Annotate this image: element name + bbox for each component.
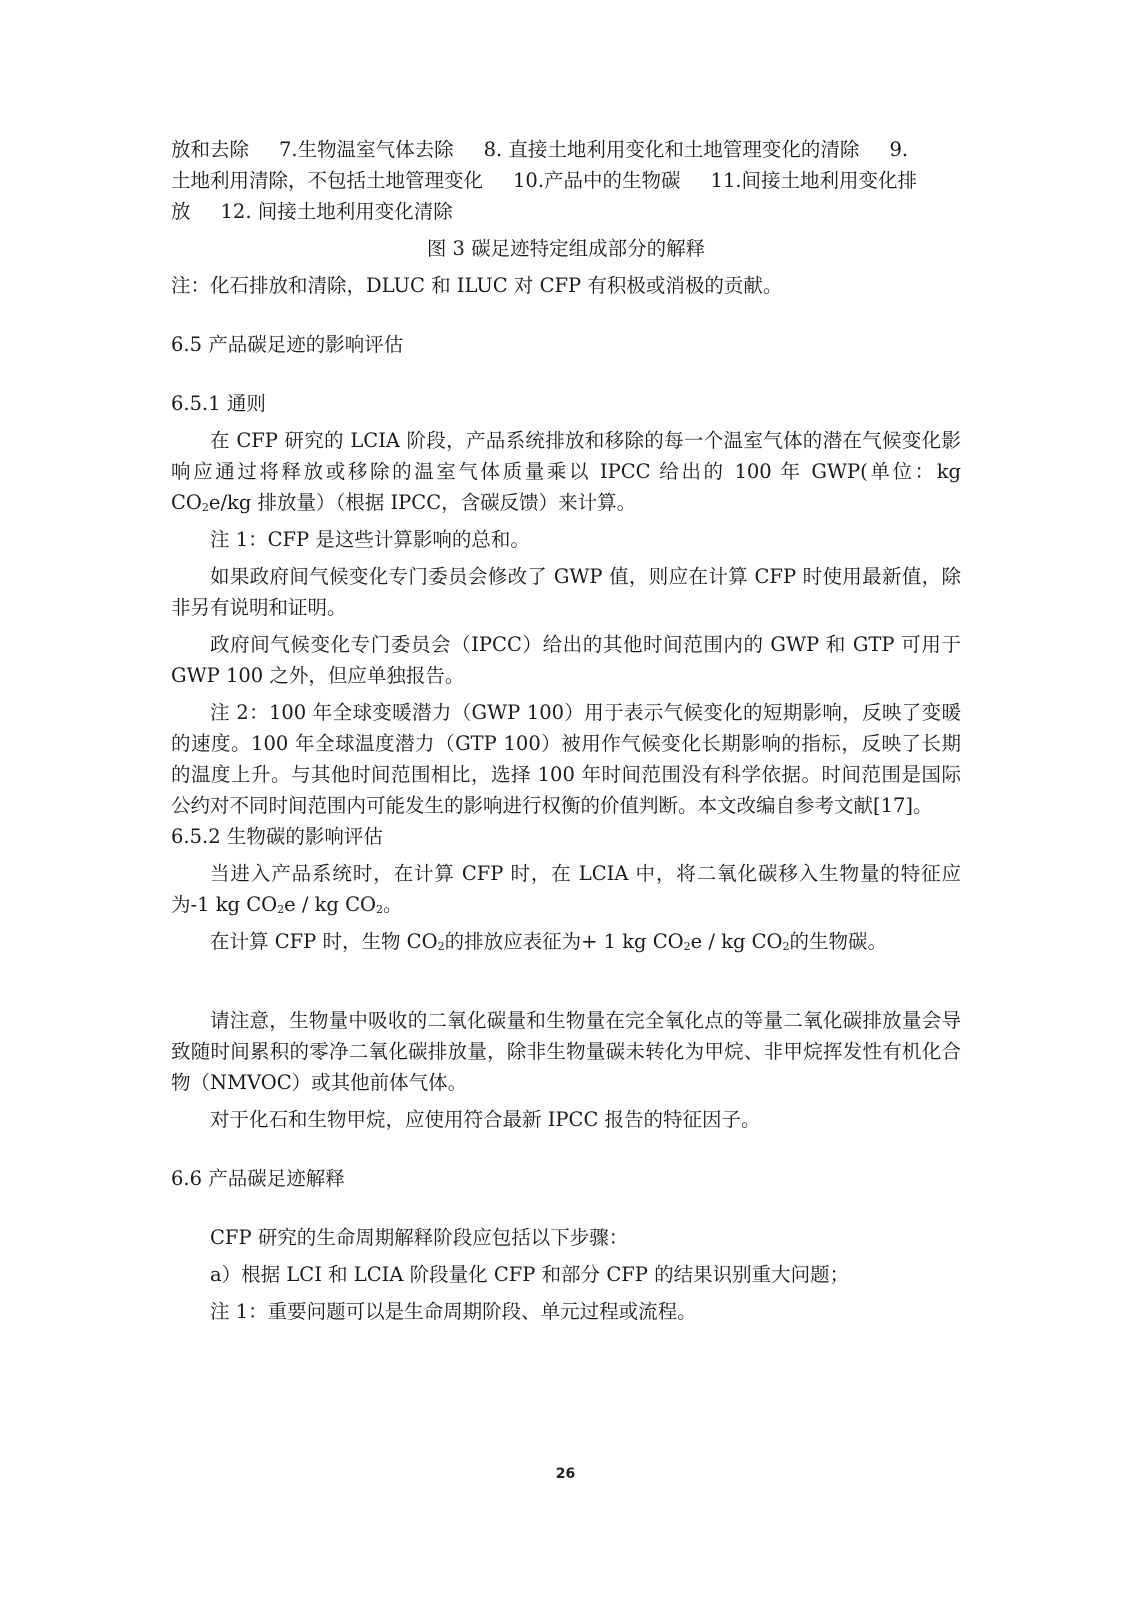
legend-item-12: 12. 间接土地利用变化清除 (220, 200, 453, 223)
section-6-6-heading: 6.6 产品碳足迹解释 (171, 1167, 345, 1190)
paragraph-methane: 对于化石和生物甲烷，应使用符合最新 IPCC 报告的特征因子。 (210, 1108, 761, 1131)
note-1: 注 1：CFP 是这些计算影响的总和。 (210, 528, 530, 551)
legend-item-9: 土地利用清除，不包括土地管理变化 (171, 169, 484, 192)
note-1-significant-issues: 注 1：重要问题可以是生命周期阶段、单元过程或流程。 (210, 1300, 697, 1323)
section-6-5-heading: 6.5 产品碳足迹的影响评估 (171, 333, 404, 356)
legend-item-11-end: 放 (171, 200, 191, 223)
legend-item-11: 11.间接土地利用变化排 (710, 169, 918, 192)
paragraph-interpretation-steps: CFP 研究的生命周期解释阶段应包括以下步骤： (210, 1226, 629, 1249)
figure-caption: 图 3 碳足迹特定组成部分的解释 (426, 237, 706, 260)
paragraph-net-zero: 请注意，生物量中吸收的二氧化碳量和生物量在完全氧化点的等量二氧化碳排放量会导致随时间累积的零净二氧化碳排放量，除非生物量碳未转化为甲烷、非甲烷挥发性有机化合物（NMVOC）或其他前体气体。 (171, 1009, 961, 1094)
paragraph-gwp-update: 如果政府间气候变化专门委员会修改了 GWP 值，则应在计算 CFP 时使用最新值，除非另有说明和证明。 (171, 565, 961, 619)
page-number: 26 (555, 1466, 576, 1482)
paragraph-gwp-gtp: 政府间气候变化专门委员会（IPCC）给出的其他时间范围内的 GWP 和 GTP 可用于 GWP 100 之外，但应单独报告。 (171, 633, 961, 687)
list-item-a: a）根据 LCI 和 LCIA 阶段量化 CFP 和部分 CFP 的结果识别重大问题； (210, 1263, 850, 1286)
paragraph-biogenic-removal: 当进入产品系统时，在计算 CFP 时，在 LCIA 中，将二氧化碳移入生物量的特征应为-1 kg $CO_2e$ / kg $CO_2$。 (171, 862, 961, 916)
paragraph-biogenic-emission: 在计算 CFP 时，生物 $CO_2$的排放应表征为+ 1 kg $CO_2e$ / kg $CO_2$的生物碳。 (210, 930, 888, 953)
legend-item-9-number: 9. (889, 138, 909, 161)
figure-note: 注：化石排放和清除，DLUC 和 ILUC 对 CFP 有积极或消极的贡献。 (171, 274, 783, 297)
paragraph-lcia-gwp: 在 CFP 研究的 LCIA 阶段，产品系统排放和移除的每一个温室气体的潜在气候变化影响应通过将释放或移除的温室气体质量乘以 IPCC 给出的 100 年 GWP(单位：kg $CO_2e/kg$ 排放量）（根据 IPCC，含碳反馈）来计算。 (171, 429, 961, 514)
legend-text: 放和去除 (171, 138, 250, 161)
figure-legend (171, 134, 961, 227)
legend-item-7: 7.生物温室气体去除 (279, 138, 454, 161)
legend-item-10: 10.产品中的生物碳 (513, 169, 681, 192)
legend-item-8: 8. 直接土地利用变化和土地管理变化的清除 (483, 138, 860, 161)
note-2: 注 2：100 年全球变暖潜力（GWP 100）用于表示气候变化的短期影响，反映了变暖的速度。100 年全球温度潜力（GTP 100）被用作气候变化长期影响的指标，反映了长期的温度上升。与其他时间范围相比，选择 100 年时间范围没有科学依据。时间范围是国际公约对不同时间范围内可能发生的影响进行权衡的价值判断。本文改编自参考文献[17]。 (171, 701, 961, 817)
section-6-5-1-heading: 6.5.1 通则 (171, 392, 266, 415)
page-content (171, 134, 961, 1327)
section-6-5-2-heading: 6.5.2 生物碳的影响评估 (171, 825, 383, 848)
